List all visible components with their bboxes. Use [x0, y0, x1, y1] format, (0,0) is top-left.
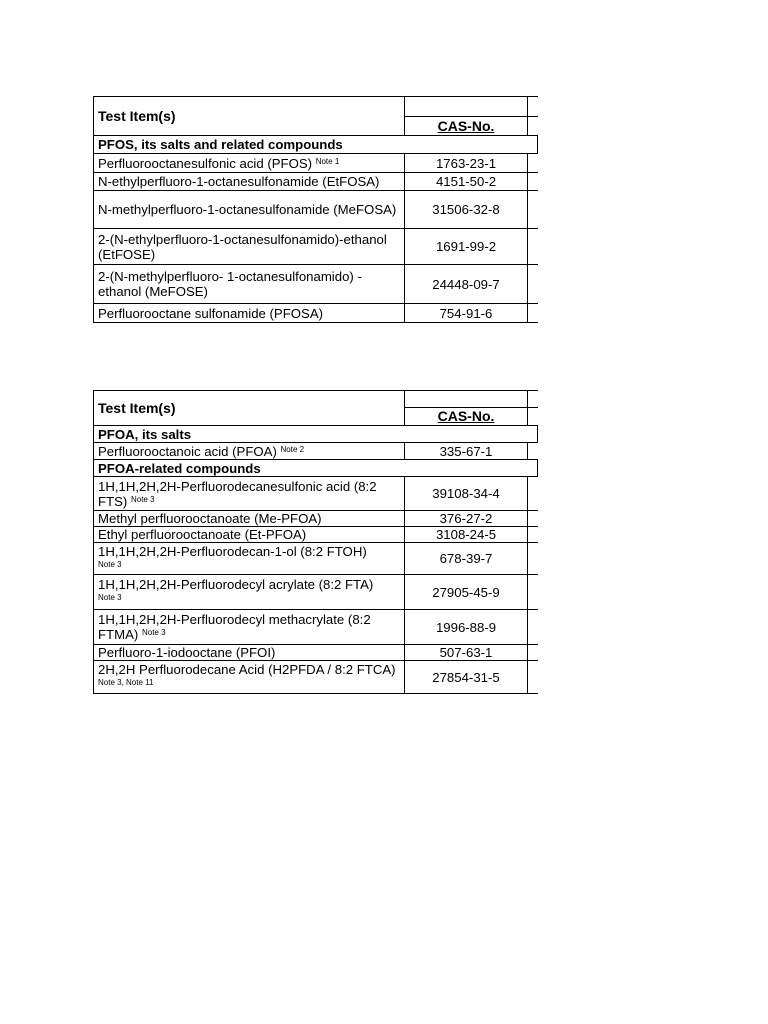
- section-title: PFOA-related compounds: [94, 460, 538, 477]
- cas-header: CAS-No.: [405, 408, 528, 426]
- item-name: 1H,1H,2H,2H-Perfluorodecyl methacrylate (8:2 FTMA): [98, 612, 371, 642]
- item-name: Ethyl perfluorooctanoate (Et-PFOA): [94, 527, 405, 543]
- cas-number: 4151-50-2: [405, 173, 528, 191]
- cas-header: CAS-No.: [405, 117, 528, 136]
- note-ref: Note 3: [98, 559, 122, 569]
- cas-number: 1691-99-2: [405, 229, 528, 265]
- item-name: Perfluoro-1-iodooctane (PFOI): [94, 645, 405, 661]
- pfoa-table: [93, 390, 538, 694]
- item-name: Perfluorooctane sulfonamide (PFOSA): [94, 304, 405, 323]
- table-row: [94, 265, 538, 304]
- item-name: N-ethylperfluoro-1-octanesulfonamide (EtFOSA): [94, 173, 405, 191]
- item-name: Methyl perfluorooctanoate (Me-PFOA): [94, 511, 405, 527]
- table-row: [94, 304, 538, 323]
- cas-number: 1996-88-9: [405, 610, 528, 645]
- note-ref: Note 3: [141, 628, 166, 637]
- cas-number: 507-63-1: [405, 645, 528, 661]
- section-title: PFOA, its salts: [94, 426, 538, 443]
- item-name: N-methylperfluoro-1-octanesulfonamide (MeFOSA): [94, 191, 405, 229]
- cas-number: 27854-31-5: [405, 661, 528, 694]
- cas-number: 24448-09-7: [405, 265, 528, 304]
- item-name: 1H,1H,2H,2H-Perfluorodecyl acrylate (8:2 FTA): [98, 577, 374, 592]
- note-ref: Note 2: [280, 444, 305, 454]
- table-row: [94, 610, 538, 645]
- cas-number: 376-27-2: [405, 511, 528, 527]
- test-item-header: Test Item(s): [94, 97, 405, 136]
- cas-number: 31506-32-8: [405, 191, 528, 229]
- table-row: [94, 154, 538, 173]
- table-row: [94, 645, 538, 661]
- item-name: 1H,1H,2H,2H-Perfluorodecanesulfonic acid (8:2 FTS): [98, 478, 377, 509]
- pfos-table: [93, 96, 538, 323]
- cas-number: 39108-34-4: [405, 477, 528, 511]
- table-row: [94, 229, 538, 265]
- cas-number: 754-91-6: [405, 304, 528, 323]
- note-ref: Note 1: [315, 156, 340, 166]
- cas-number: 1763-23-1: [405, 154, 528, 173]
- table-row: [94, 661, 538, 694]
- table-row: [94, 477, 538, 511]
- table-row: [94, 527, 538, 543]
- section-title: PFOS, its salts and related compounds: [94, 136, 538, 154]
- note-ref: Note 3, Note 11: [98, 678, 154, 687]
- table-row: [94, 191, 538, 229]
- table-row: [94, 443, 538, 460]
- cas-number: 27905-45-9: [405, 575, 528, 610]
- table-row: [94, 173, 538, 191]
- item-name: 2-(N-ethylperfluoro-1-octanesulfonamido)-ethanol (EtFOSE): [94, 229, 405, 265]
- table-row: [94, 575, 538, 610]
- test-item-header: Test Item(s): [94, 391, 405, 426]
- item-name: 2H,2H Perfluorodecane Acid (H2PFDA / 8:2 FTCA): [98, 662, 396, 677]
- cas-number: 335-67-1: [405, 443, 528, 460]
- item-name: Perfluorooctanoic acid (PFOA): [98, 443, 277, 459]
- note-ref: Note 3: [130, 494, 155, 504]
- item-name: 1H,1H,2H,2H-Perfluorodecan-1-ol (8:2 FTOH): [98, 543, 367, 559]
- table-row: [94, 543, 538, 575]
- item-name: 2-(N-methylperfluoro- 1-octanesulfonamido) -ethanol (MeFOSE): [94, 265, 405, 304]
- cas-number: 678-39-7: [405, 543, 528, 575]
- note-ref: Note 3: [98, 593, 122, 602]
- item-name: Perfluorooctanesulfonic acid (PFOS): [98, 155, 313, 171]
- table-row: [94, 511, 538, 527]
- cas-number: 3108-24-5: [405, 527, 528, 543]
